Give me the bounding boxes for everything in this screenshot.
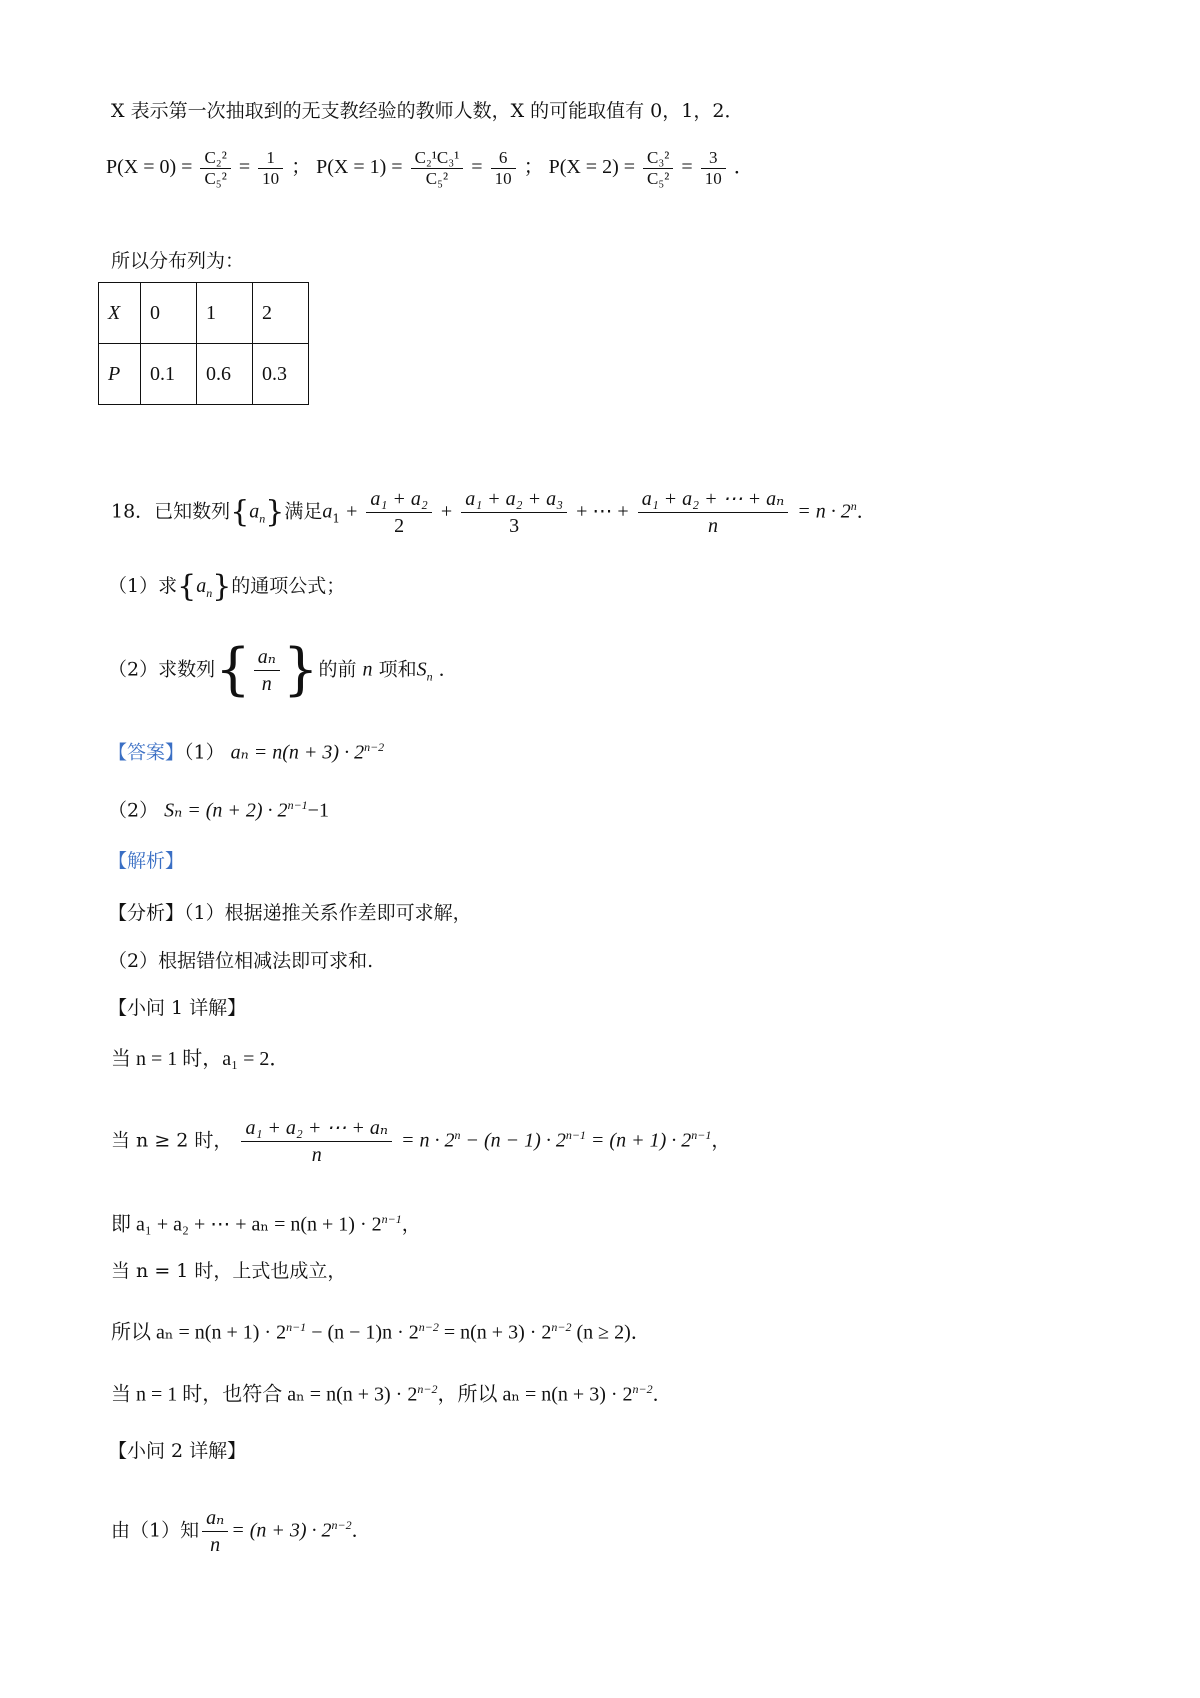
p0-eq: = [238, 156, 251, 179]
step6-end: ． [652, 1383, 672, 1406]
brace-open: { [230, 494, 250, 530]
p2-lhs: P(X = 2) = [548, 156, 636, 179]
q18-frac-2 [366, 486, 431, 539]
answer-label: 【答案】 [108, 741, 185, 764]
sub1-label: （1）求 [108, 575, 178, 597]
step7-pre: 由（1）知 [111, 1519, 200, 1542]
sub1-tail: 的通项公式； [231, 575, 346, 597]
step-7 [111, 1505, 371, 1558]
p2-num: C₃² [643, 148, 673, 169]
sub2-label: （2）求数列 [108, 658, 216, 681]
table-cell: 0.1 [141, 344, 197, 405]
step3-a: 即 a₁ + a₂ + ⋯ + aₙ = n(n + 1) · 2 [111, 1213, 382, 1236]
step5-sup1: n−1 [286, 1320, 307, 1334]
p1-frac2 [491, 148, 516, 189]
p1-num2: 6 [491, 148, 516, 169]
step2-sup-c: n−1 [691, 1128, 712, 1143]
p0-den2: 10 [262, 169, 280, 188]
p1-num: C₂¹C₃¹ [411, 148, 464, 169]
step7-num: aₙ [202, 1505, 228, 1532]
p2-den: C₅² [647, 169, 670, 188]
table-cell: P [99, 344, 141, 405]
sub2-S-sub: n [426, 669, 433, 684]
step7-den: n [210, 1534, 221, 1556]
sub2-S: S [416, 658, 427, 681]
step2-rhs-b: − (n − 1) · 2 [460, 1129, 566, 1152]
q18-prefix: 18．已知数列 [111, 500, 231, 523]
q18-end: ． [856, 500, 876, 523]
step6-sup2: n−2 [632, 1382, 653, 1396]
step5-a: 所以 aₙ = n(n + 1) · 2 [111, 1321, 287, 1344]
q18-rhs-sup: n [850, 499, 857, 514]
answer2-sup: n−1 [287, 798, 308, 812]
step7-sup: n−2 [331, 1518, 352, 1533]
q18-t3-num: a₁ + a₂ + a₃ [461, 486, 567, 513]
q18-a1: a [322, 500, 333, 523]
step3-end: ， [401, 1213, 421, 1236]
brace-close: } [212, 569, 232, 604]
step-5 [111, 1314, 651, 1345]
q18-rhs: = n · 2 [797, 500, 851, 523]
step6-a: 当 n = 1 时，也符合 aₙ = n(n + 3) · 2 [111, 1383, 418, 1406]
step5-d: (n ≥ 2)． [571, 1321, 651, 1344]
step2-pre: 当 n ≥ 2 时， [111, 1129, 233, 1152]
step2-sup-b: n−1 [565, 1128, 586, 1143]
sub-question-1 [108, 569, 346, 606]
step5-sup3: n−2 [551, 1320, 572, 1334]
q18-frac-n [638, 486, 789, 539]
step3-sup: n−1 [381, 1212, 402, 1226]
step5-sup2: n−2 [418, 1320, 439, 1334]
table-cell: 0.3 [253, 344, 309, 405]
answer-2 [108, 792, 329, 823]
table-cell: X [99, 283, 141, 344]
q18-frac-3 [461, 486, 567, 539]
brace-open: { [177, 569, 197, 604]
step6-sup1: n−2 [417, 1382, 438, 1396]
part1-title: 【小问 1 详解】 [108, 997, 247, 1019]
step-2 [111, 1115, 730, 1168]
step5-c: = n(n + 3) · 2 [438, 1321, 552, 1344]
step2-sup-a: n [454, 1128, 461, 1143]
sub2-n: n [362, 658, 373, 681]
q18-seq-sub: n [259, 511, 266, 526]
p0-frac2 [258, 148, 283, 189]
q18-t3-den: 3 [509, 515, 520, 537]
p1-lhs: P(X = 1) = [316, 156, 403, 179]
answer1-pre: （1） [184, 741, 225, 764]
step5-b: − (n − 1)n · 2 [306, 1321, 419, 1344]
p2-frac2 [701, 148, 726, 189]
p0-num2: 1 [258, 148, 283, 169]
step2-rhs-a: = n · 2 [401, 1129, 455, 1152]
p0-num: C₂² [200, 148, 230, 169]
answer1-sup: n−2 [364, 740, 385, 754]
p0-den: C₅² [204, 169, 227, 188]
dist-label: 所以分布列为： [111, 250, 245, 272]
step2-end: ， [711, 1129, 731, 1152]
table-cell: 1 [197, 283, 253, 344]
sub1-seq-sub: n [206, 585, 213, 600]
sub2-frac [254, 644, 280, 697]
q18-tn-num: a₁ + a₂ + ⋯ + aₙ [638, 486, 789, 513]
sub-question-2: （2）求数列{ $\frac{\text{aₙ}}{n}$ }的前 n 项和$S_n$ ． [108, 637, 458, 703]
sub1-seq: a [196, 575, 207, 597]
part2-title: 【小问 2 详解】 [108, 1440, 247, 1462]
q18-t2-den: 2 [394, 515, 405, 537]
step7-rhs: = (n + 3) · 2 [231, 1519, 332, 1542]
step-1: 当 n = 1 时，a₁ = 2． [111, 1048, 290, 1070]
step2-num: a₁ + a₂ + ⋯ + aₙ [241, 1115, 392, 1142]
step2-frac [241, 1115, 392, 1168]
q18-dots: + ⋯ + [576, 500, 629, 523]
brace-close: } [282, 637, 319, 703]
table-row-x [99, 283, 309, 344]
q18-seq: a [249, 500, 260, 523]
step-4: 当 n = 1 时，上式也成立， [111, 1260, 347, 1282]
q18-satisfies: 满足 [284, 500, 323, 523]
step2-den: n [311, 1144, 322, 1166]
q18-t2-num: a₁ + a₂ [366, 486, 431, 513]
answer-1 [108, 734, 384, 765]
sub2-tail2: 项和 [378, 658, 417, 681]
solution-label: 【解析】 [108, 850, 185, 872]
probability-line [106, 148, 754, 189]
answer2-formula: Sₙ = (n + 2) · 2 [164, 799, 288, 822]
p2-num2: 3 [701, 148, 726, 169]
table-cell: 2 [253, 283, 309, 344]
question-18: 18．已知数列$\{a_n\}$满足$a_1$ + $\frac{\text{a₁ + a₂}}{2}$ + $\frac{\text{a₁ + a₂ + a₃}}{3}$ + ⋯ + $\frac{\text{a₁ + a₂ + ⋯ + aₙ}}{n}$ = $n \cdot 2^n$． [111, 488, 876, 537]
answer2-pre: （2） [108, 799, 159, 822]
table-cell: 0.6 [197, 344, 253, 405]
intro-text: X 表示第一次抽取到的无支教经验的教师人数，X 的可能取值有 0，1，2． [111, 100, 744, 122]
sub2-den: n [261, 673, 272, 695]
sub2-tail: 的前 [318, 658, 357, 681]
step7-frac [202, 1505, 228, 1558]
analysis-line-2: （2）根据错位相减法即可求和. [108, 950, 374, 972]
p2-eq: = [681, 156, 693, 179]
step7-end: ． [351, 1519, 371, 1542]
analysis-line-1: 【分析】（1）根据递推关系作差即可求解， [108, 902, 472, 924]
probs-end: ． [733, 156, 754, 179]
p2-den2: 10 [704, 169, 722, 188]
table-cell: 0 [141, 283, 197, 344]
p1-den2: 10 [494, 169, 512, 188]
sep-1: ； [291, 156, 312, 179]
p1-eq: = [471, 156, 483, 179]
table-row-p [99, 344, 309, 405]
distribution-table [98, 282, 309, 405]
sub2-num: aₙ [254, 644, 280, 671]
step6-b: ，所以 aₙ = n(n + 3) · 2 [437, 1383, 633, 1406]
p0-frac [200, 148, 230, 189]
p0-lhs: P(X = 0) = [106, 156, 193, 179]
p1-den: C₅² [425, 169, 449, 188]
p2-frac [643, 148, 673, 189]
p1-frac [411, 148, 464, 189]
step-3 [111, 1206, 421, 1237]
brace-close: } [265, 494, 285, 530]
answer2-tail: −1 [307, 799, 329, 822]
answer1-formula: aₙ = n(n + 3) · 2 [230, 741, 365, 764]
step2-rhs-c: = (n + 1) · 2 [585, 1129, 692, 1152]
brace-open: { [215, 637, 251, 703]
sep-2: ； [523, 156, 544, 179]
step-6 [111, 1376, 672, 1407]
q18-tn-den: n [707, 515, 718, 537]
